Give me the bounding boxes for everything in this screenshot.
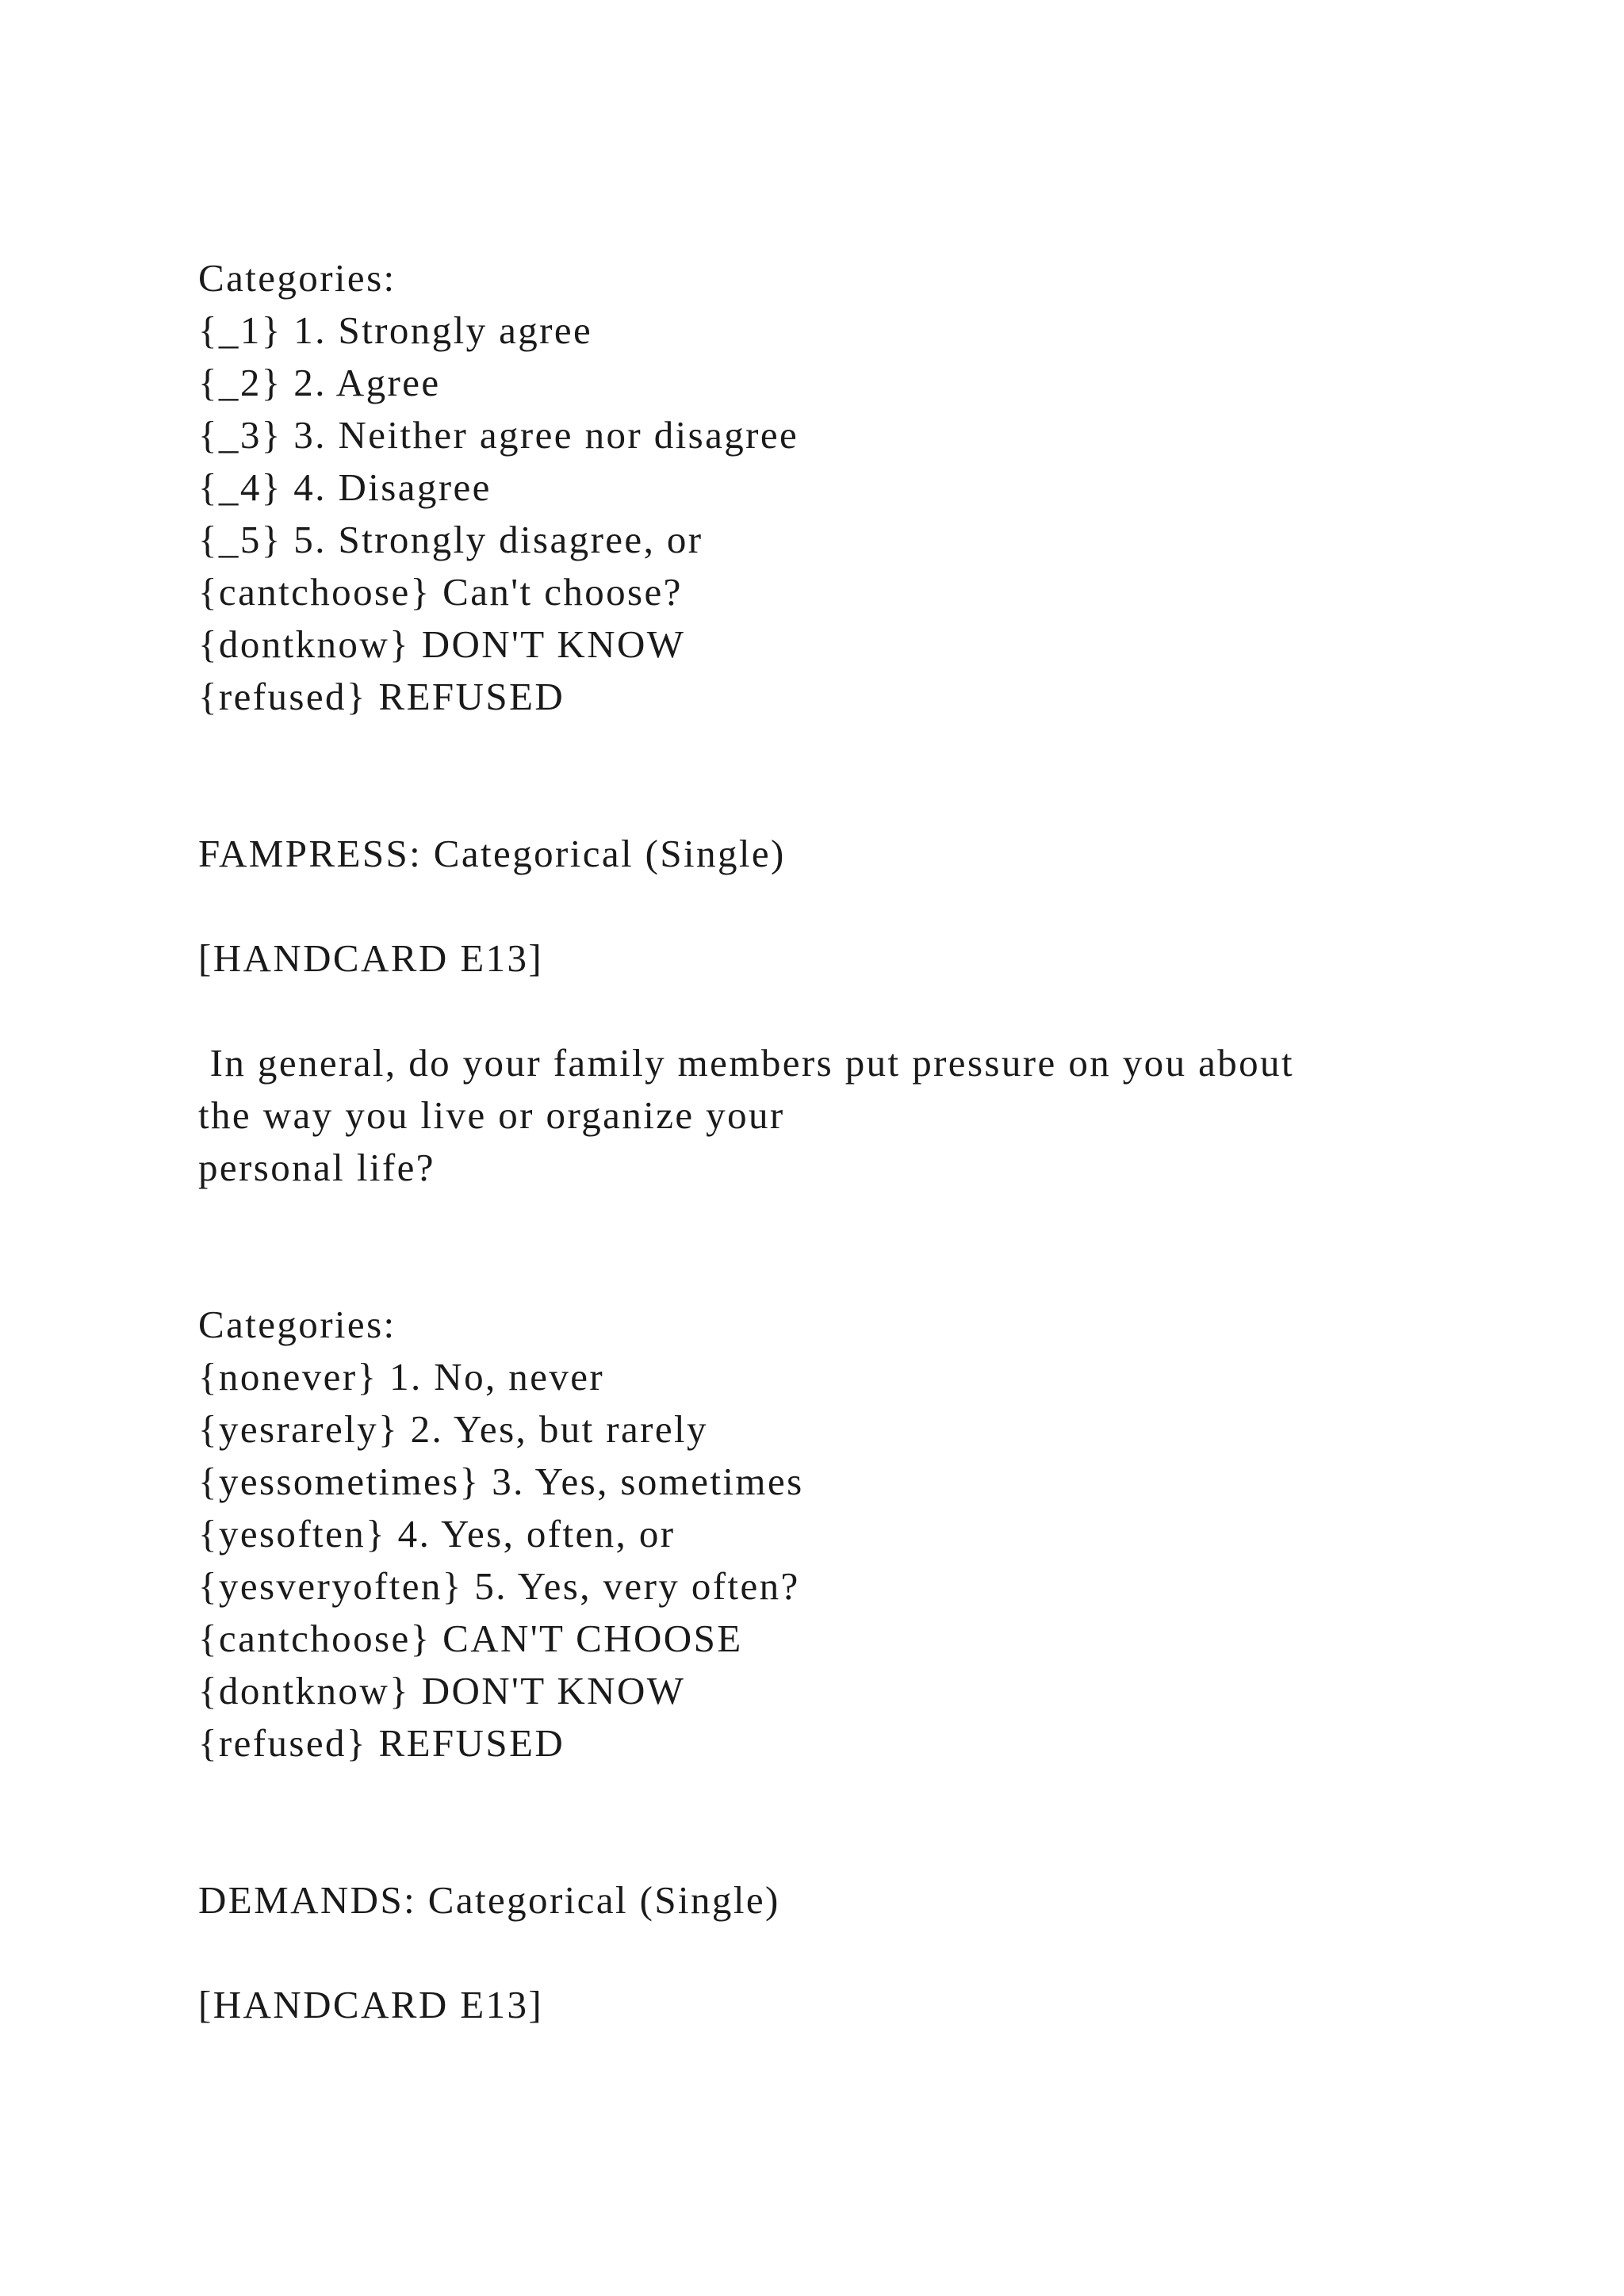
variable-header: FAMPRESS: Categorical (Single)	[198, 832, 786, 875]
category-option: {_1} 1. Strongly agree	[198, 308, 593, 352]
spacer	[198, 880, 1507, 932]
category-option: {refused} REFUSED	[198, 1721, 565, 1765]
category-option: {yesrarely} 2. Yes, but rarely	[198, 1407, 708, 1451]
category-option: {dontknow} DON'T KNOW	[198, 1669, 686, 1712]
category-option: {refused} REFUSED	[198, 675, 565, 718]
handcard-label: [HANDCARD E13]	[198, 936, 544, 980]
variable-header: DEMANDS: Categorical (Single)	[198, 1878, 780, 1922]
spacer	[198, 1194, 1507, 1299]
question-text-line: personal life?	[198, 1146, 435, 1189]
category-option: {cantchoose} Can't choose?	[198, 570, 683, 614]
spacer	[198, 1770, 1507, 1874]
category-option: {yessometimes} 3. Yes, sometimes	[198, 1460, 804, 1503]
spacer	[198, 723, 1507, 828]
category-option: {_4} 4. Disagree	[198, 465, 492, 509]
category-option: {_2} 2. Agree	[198, 361, 441, 404]
category-option: {_3} 3. Neither agree nor disagree	[198, 413, 799, 457]
category-option: {dontknow} DON'T KNOW	[198, 622, 686, 666]
handcard-label: [HANDCARD E13]	[198, 1983, 544, 2026]
categories-heading: Categories:	[198, 256, 396, 300]
category-option: {cantchoose} CAN'T CHOOSE	[198, 1617, 743, 1660]
document-body	[198, 252, 1507, 2031]
spacer	[198, 985, 1507, 1037]
question-text-line: the way you live or organize your	[198, 1093, 785, 1137]
category-option: {_5} 5. Strongly disagree, or	[198, 518, 703, 561]
question-text-line: In general, do your family members put pressure on you about	[198, 1041, 1294, 1085]
category-option: {yesoften} 4. Yes, often, or	[198, 1512, 676, 1556]
categories-heading: Categories:	[198, 1303, 396, 1346]
category-option: {nonever} 1. No, never	[198, 1355, 605, 1399]
spacer	[198, 1927, 1507, 1979]
category-option: {yesveryoften} 5. Yes, very often?	[198, 1564, 800, 1608]
